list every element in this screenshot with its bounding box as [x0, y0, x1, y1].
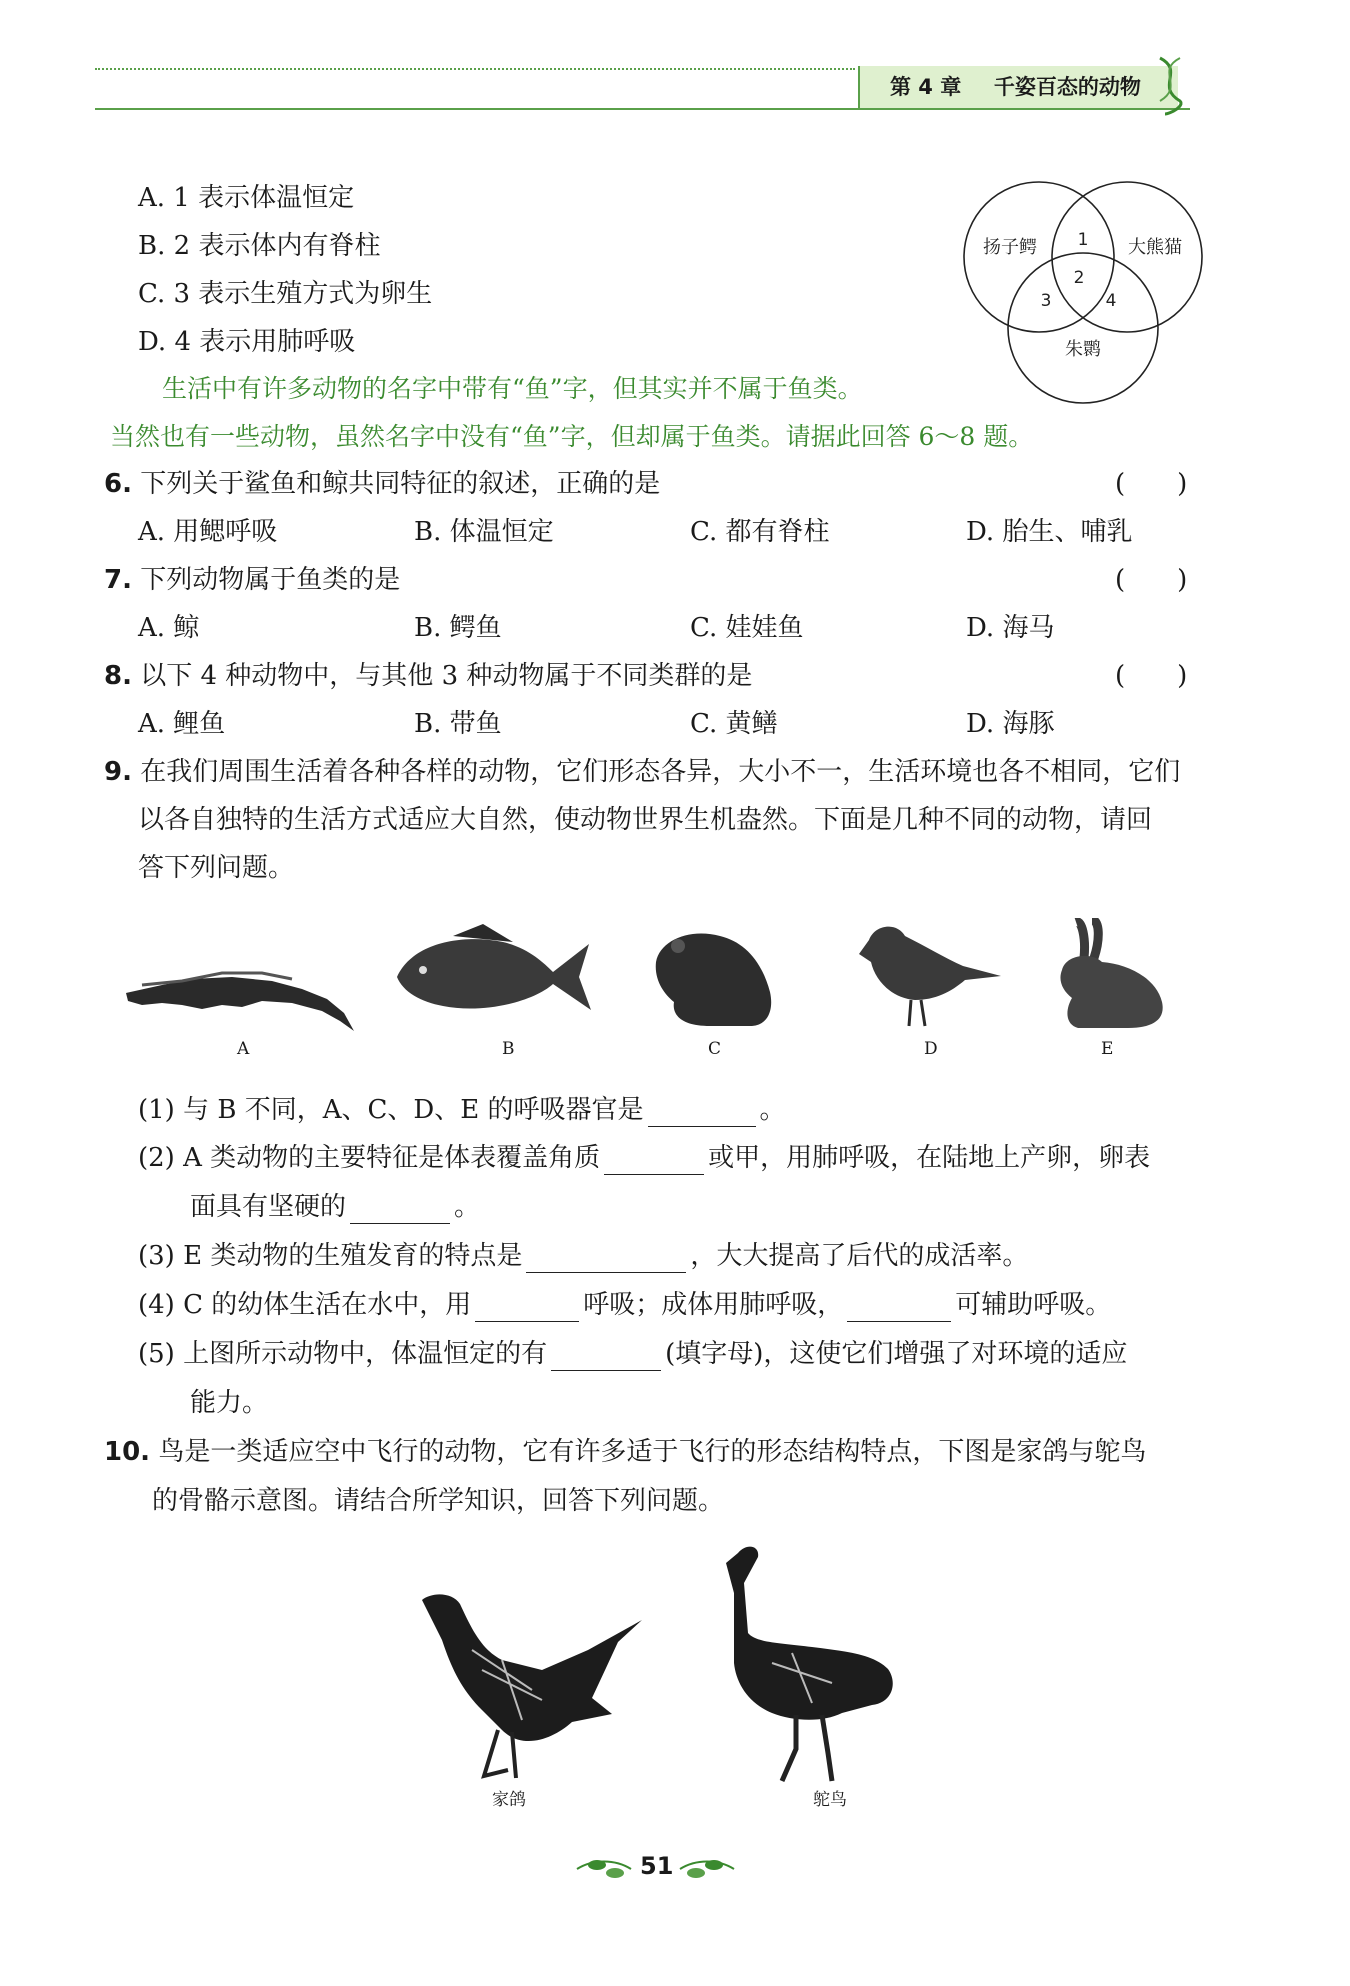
q6-option-b: B. 体温恒定: [414, 517, 554, 547]
q9-sub-5-text-b: (填字母)，这使它们增强了对环境的适应: [665, 1339, 1128, 1369]
animal-label-b: B: [502, 1039, 515, 1059]
q9-sub-4-blank-1[interactable]: [475, 1293, 579, 1322]
ostrich-label: 鸵鸟: [813, 1790, 847, 1810]
venn-label-a: 扬子鳄: [983, 237, 1037, 258]
rabbit-image: [1048, 918, 1170, 1030]
header-solid-line: [95, 108, 1190, 110]
q9-sub-5: [138, 1337, 1127, 1371]
q8-stem: [104, 659, 752, 693]
q8-text: 以下 4 种动物中，与其他 3 种动物属于不同类群的是: [140, 661, 753, 691]
q9-stem-line-1: [104, 755, 1180, 789]
leaf-ornament-right-icon: [678, 1855, 736, 1881]
venn-label-b: 大熊猫: [1128, 237, 1182, 258]
q6-text: 下列关于鲨鱼和鲸共同特征的叙述，正确的是: [140, 469, 661, 499]
pigeon-skeleton-image: [412, 1590, 642, 1782]
animal-label-a: A: [237, 1039, 250, 1059]
q5-option-b: B. 2 表示体内有脊柱: [138, 231, 381, 261]
q9-line-1: 在我们周围生活着各种各样的动物，它们形态各异，大小不一，生活环境也各不相同，它们: [140, 757, 1181, 787]
crocodile-image: [122, 955, 358, 1033]
q9-line-2: 以各自独特的生活方式适应大自然，使动物世界生机盎然。下面是几种不同的动物，请回: [138, 805, 1153, 835]
chapter-number: 第 4 章: [890, 75, 962, 99]
pigeon-label: 家鸽: [492, 1790, 526, 1810]
q9-sub-2-blank-1[interactable]: [604, 1146, 704, 1175]
fish-image: [393, 922, 598, 1022]
q9-sub-4: [138, 1288, 1111, 1322]
q9-number: 9.: [104, 757, 132, 787]
animal-label-c: C: [708, 1039, 722, 1059]
venn-label-c: 朱鹮: [1065, 339, 1101, 360]
dna-helix-icon: [1150, 56, 1190, 116]
q7-stem: [104, 563, 400, 597]
q7-number: 7.: [104, 565, 132, 595]
q8-option-c: C. 黄鳝: [690, 709, 778, 739]
q9-sub-3-end: ，大大提高了后代的成活率。: [690, 1241, 1029, 1271]
q5-option-c: C. 3 表示生殖方式为卵生: [138, 279, 433, 309]
q10-line-2: 的骨骼示意图。请结合所学知识，回答下列问题。: [152, 1486, 725, 1516]
q10-stem-line-1: [104, 1435, 1146, 1469]
q9-sub-5-blank[interactable]: [551, 1342, 661, 1371]
q7-option-b: B. 鳄鱼: [414, 613, 502, 643]
q9-sub-2-blank-2[interactable]: [350, 1195, 450, 1224]
q6-number: 6.: [104, 469, 132, 499]
q9-sub-3: [138, 1239, 1028, 1273]
intro-line-2: 当然也有一些动物，虽然名字中没有“鱼”字，但却属于鱼类。请据此回答 6～8 题。: [110, 422, 1034, 451]
q9-sub-2-text-b: 或甲，用肺呼吸，在陆地上产卵，卵表: [708, 1143, 1151, 1173]
q8-option-a: A. 鲤鱼: [138, 709, 226, 739]
q6-option-a: A. 用鳃呼吸: [138, 517, 278, 547]
animal-label-d: D: [924, 1039, 938, 1059]
q8-option-b: B. 带鱼: [414, 709, 502, 739]
q7-answer-paren[interactable]: ( ): [1115, 565, 1188, 595]
venn-region-4: 4: [1105, 291, 1117, 311]
q7-option-c: C. 娃娃鱼: [690, 613, 804, 643]
q9-sub-3-blank[interactable]: [526, 1244, 686, 1273]
q8-option-d: D. 海豚: [966, 709, 1055, 739]
page-number: 51: [640, 1852, 674, 1880]
chapter-header: [858, 66, 1178, 108]
venn-region-2: 2: [1073, 268, 1085, 288]
q6-option-d: D. 胎生、哺乳: [966, 517, 1133, 547]
q8-answer-paren[interactable]: ( ): [1115, 661, 1188, 691]
q9-sub-2-end: 。: [454, 1192, 481, 1222]
q9-sub-2-cont: [190, 1190, 480, 1224]
q9-line-3: 答下列问题。: [138, 853, 295, 883]
q7-text: 下列动物属于鱼类的是: [140, 565, 401, 595]
header-dotted-line: [95, 68, 855, 70]
q9-sub-3-text: (3) E 类动物的生殖发育的特点是: [138, 1241, 523, 1271]
q6-option-c: C. 都有脊柱: [690, 517, 830, 547]
leaf-ornament-left-icon: [575, 1855, 633, 1881]
q9-sub-4-end: 可辅助呼吸。: [955, 1290, 1112, 1320]
q9-sub-2: [138, 1141, 1150, 1175]
intro-line-1: 生活中有许多动物的名字中带有“鱼”字，但其实并不属于鱼类。: [162, 374, 863, 403]
q9-sub-2-text: (2) A 类动物的主要特征是体表覆盖角质: [138, 1143, 601, 1173]
venn-region-1: 1: [1077, 230, 1089, 250]
q10-line-1: 鸟是一类适应空中飞行的动物，它有许多适于飞行的形态结构特点，下图是家鸽与鸵鸟: [158, 1437, 1147, 1467]
q7-option-d: D. 海马: [966, 613, 1055, 643]
bird-image: [855, 918, 1003, 1030]
animal-label-e: E: [1101, 1039, 1114, 1059]
q9-sub-1-end: 。: [759, 1095, 786, 1125]
q5-option-d: D. 4 表示用肺呼吸: [138, 327, 356, 357]
venn-region-3: 3: [1040, 291, 1052, 311]
q9-sub-2-text-c: 面具有坚硬的: [190, 1192, 347, 1222]
q9-sub-1: [138, 1093, 786, 1127]
q8-number: 8.: [104, 661, 132, 691]
frog-image: [650, 922, 775, 1030]
q9-sub-5-text: (5) 上图所示动物中，体温恒定的有: [138, 1339, 548, 1369]
q9-sub-4-text: (4) C 的幼体生活在水中，用: [138, 1290, 472, 1320]
q9-sub-4-blank-2[interactable]: [847, 1293, 951, 1322]
venn-diagram: [955, 180, 1210, 405]
q5-option-a: A. 1 表示体温恒定: [138, 183, 355, 213]
q7-option-a: A. 鲸: [138, 613, 200, 643]
q9-sub-1-blank[interactable]: [648, 1098, 756, 1127]
q6-answer-paren[interactable]: ( ): [1115, 469, 1188, 499]
q10-number: 10.: [104, 1437, 151, 1467]
q9-sub-1-text: (1) 与 B 不同，A、C、D、E 的呼吸器官是: [138, 1095, 644, 1125]
ostrich-skeleton-image: [712, 1543, 897, 1783]
q6-stem: [104, 467, 660, 501]
q9-sub-5-cont: 能力。: [190, 1388, 269, 1418]
chapter-title: 千姿百态的动物: [993, 75, 1141, 99]
q9-sub-4-text-b: 呼吸；成体用肺呼吸，: [583, 1290, 844, 1320]
